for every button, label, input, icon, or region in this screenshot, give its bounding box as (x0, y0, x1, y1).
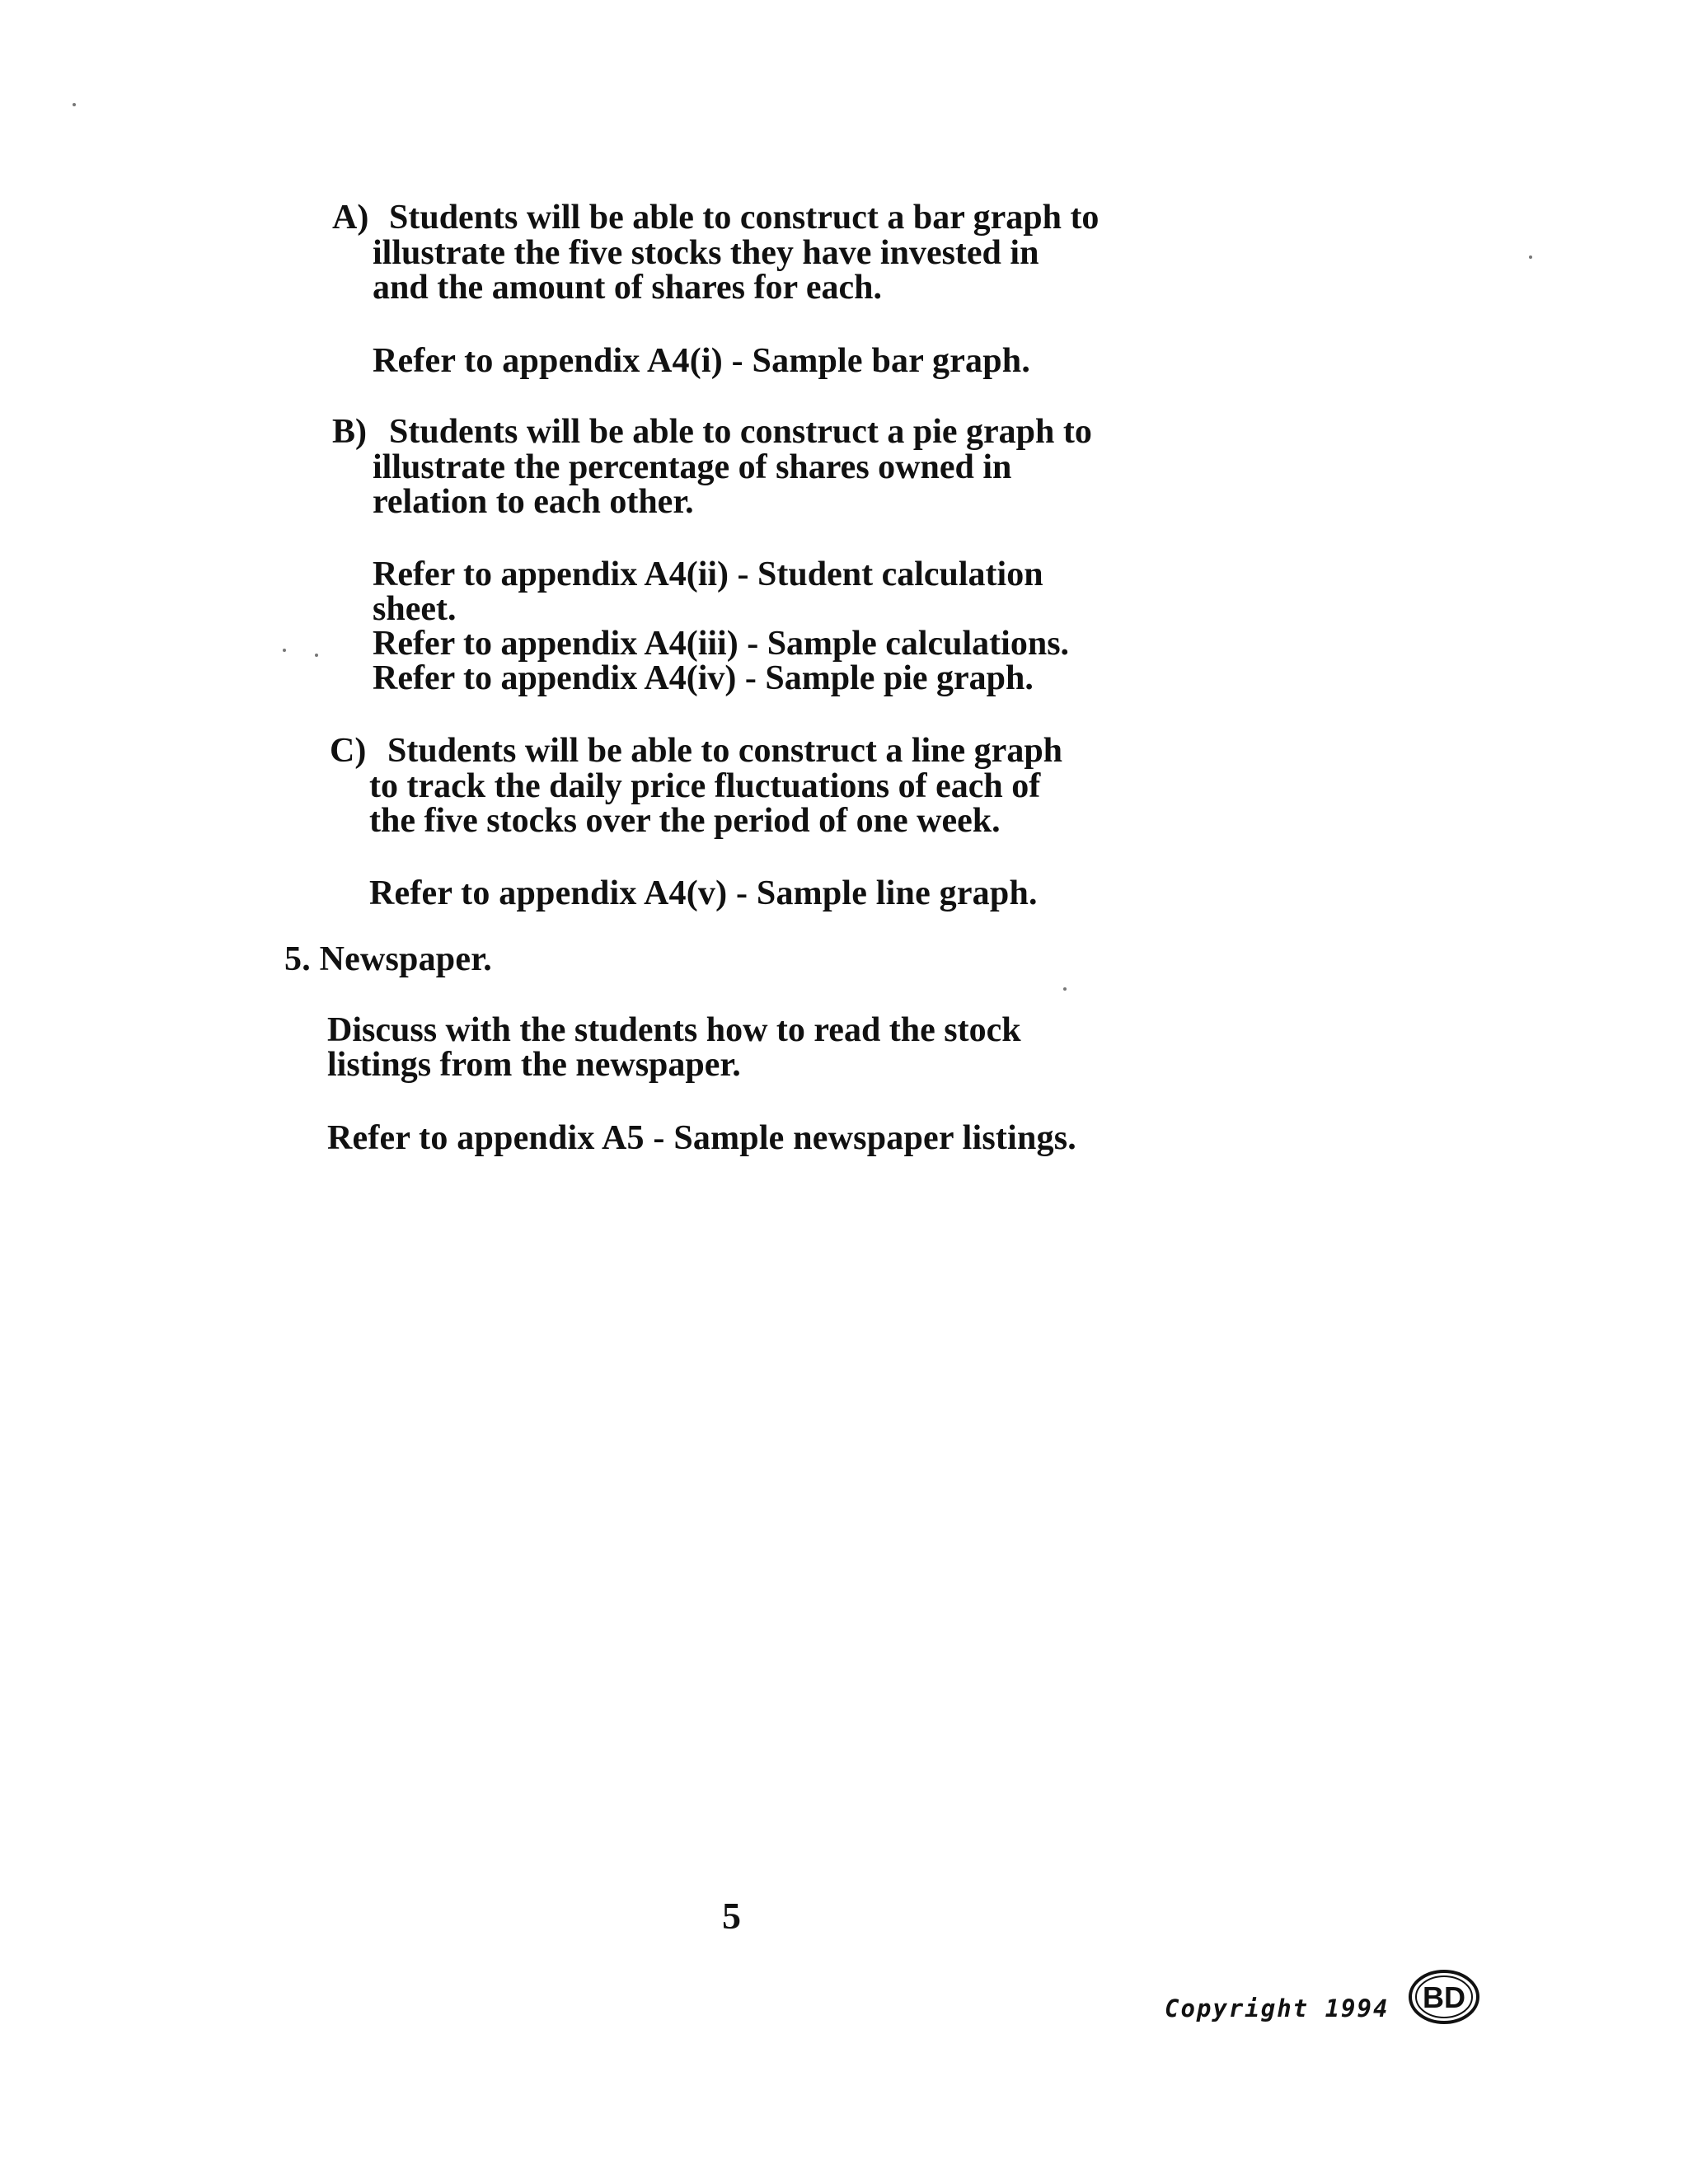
section-a-text-line: illustrate the five stocks they have invested in (373, 234, 1039, 272)
section-c-line-1 (387, 733, 1062, 768)
scan-speck (73, 103, 76, 106)
section-b-marker: B) (332, 413, 367, 451)
item-5-text-line: listings from the newspaper. (327, 1046, 741, 1084)
section-b-text-line: illustrate the percentage of shares owned in (373, 448, 1012, 486)
section-b-refs (373, 557, 1069, 696)
section-b-ref-line: Refer to appendix A4(iii) - Sample calculations. (373, 625, 1070, 663)
item-5-heading: 5. Newspaper. (284, 940, 492, 978)
section-c-text-line: to track the daily price fluctuations of each of (369, 767, 1041, 805)
section-a-body (373, 236, 1039, 305)
section-a-text-line: and the amount of shares for each. (373, 269, 882, 307)
section-b-body (373, 450, 1011, 519)
section-c-body (369, 769, 1040, 838)
section-a-ref-1: Refer to appendix A4(i) - Sample bar graph. (373, 342, 1031, 380)
copyright-notice: Copyright 1994 (1165, 1994, 1390, 2022)
section-b-ref-line: Refer to appendix A4(ii) - Student calculation (373, 555, 1043, 593)
scan-speck (1529, 255, 1532, 259)
section-c-marker: C) (330, 732, 367, 770)
section-c-text-line: Students will be able to construct a line graph (387, 732, 1063, 770)
section-b-text-line: Students will be able to construct a pie graph to (389, 413, 1092, 451)
section-c-ref-1: Refer to appendix A4(v) - Sample line graph. (369, 874, 1038, 912)
item-5-text-line: Discuss with the students how to read the stock (327, 1011, 1021, 1049)
section-a-line-1 (389, 200, 1099, 235)
scan-speck (1063, 987, 1067, 991)
scan-speck (283, 649, 286, 652)
section-b-ref-line: Refer to appendix A4(iv) - Sample pie graph. (373, 659, 1034, 697)
section-a-text-line: Students will be able to construct a bar graph to (389, 199, 1100, 237)
page-number: 5 (722, 1895, 741, 1937)
section-c-text-line: the five stocks over the period of one week. (369, 802, 1001, 840)
section-b-text-line: relation to each other. (373, 483, 694, 521)
section-b-ref-line: sheet. (373, 590, 457, 628)
bd-logo-icon (1407, 1968, 1481, 2026)
logo-letters: BD (1423, 1980, 1465, 2014)
section-b-line-1 (389, 415, 1092, 449)
scan-speck (315, 654, 318, 657)
item-5-body (327, 1013, 1021, 1082)
item-5-ref: Refer to appendix A5 - Sample newspaper listings. (327, 1119, 1076, 1157)
section-a-marker: A) (332, 199, 369, 237)
